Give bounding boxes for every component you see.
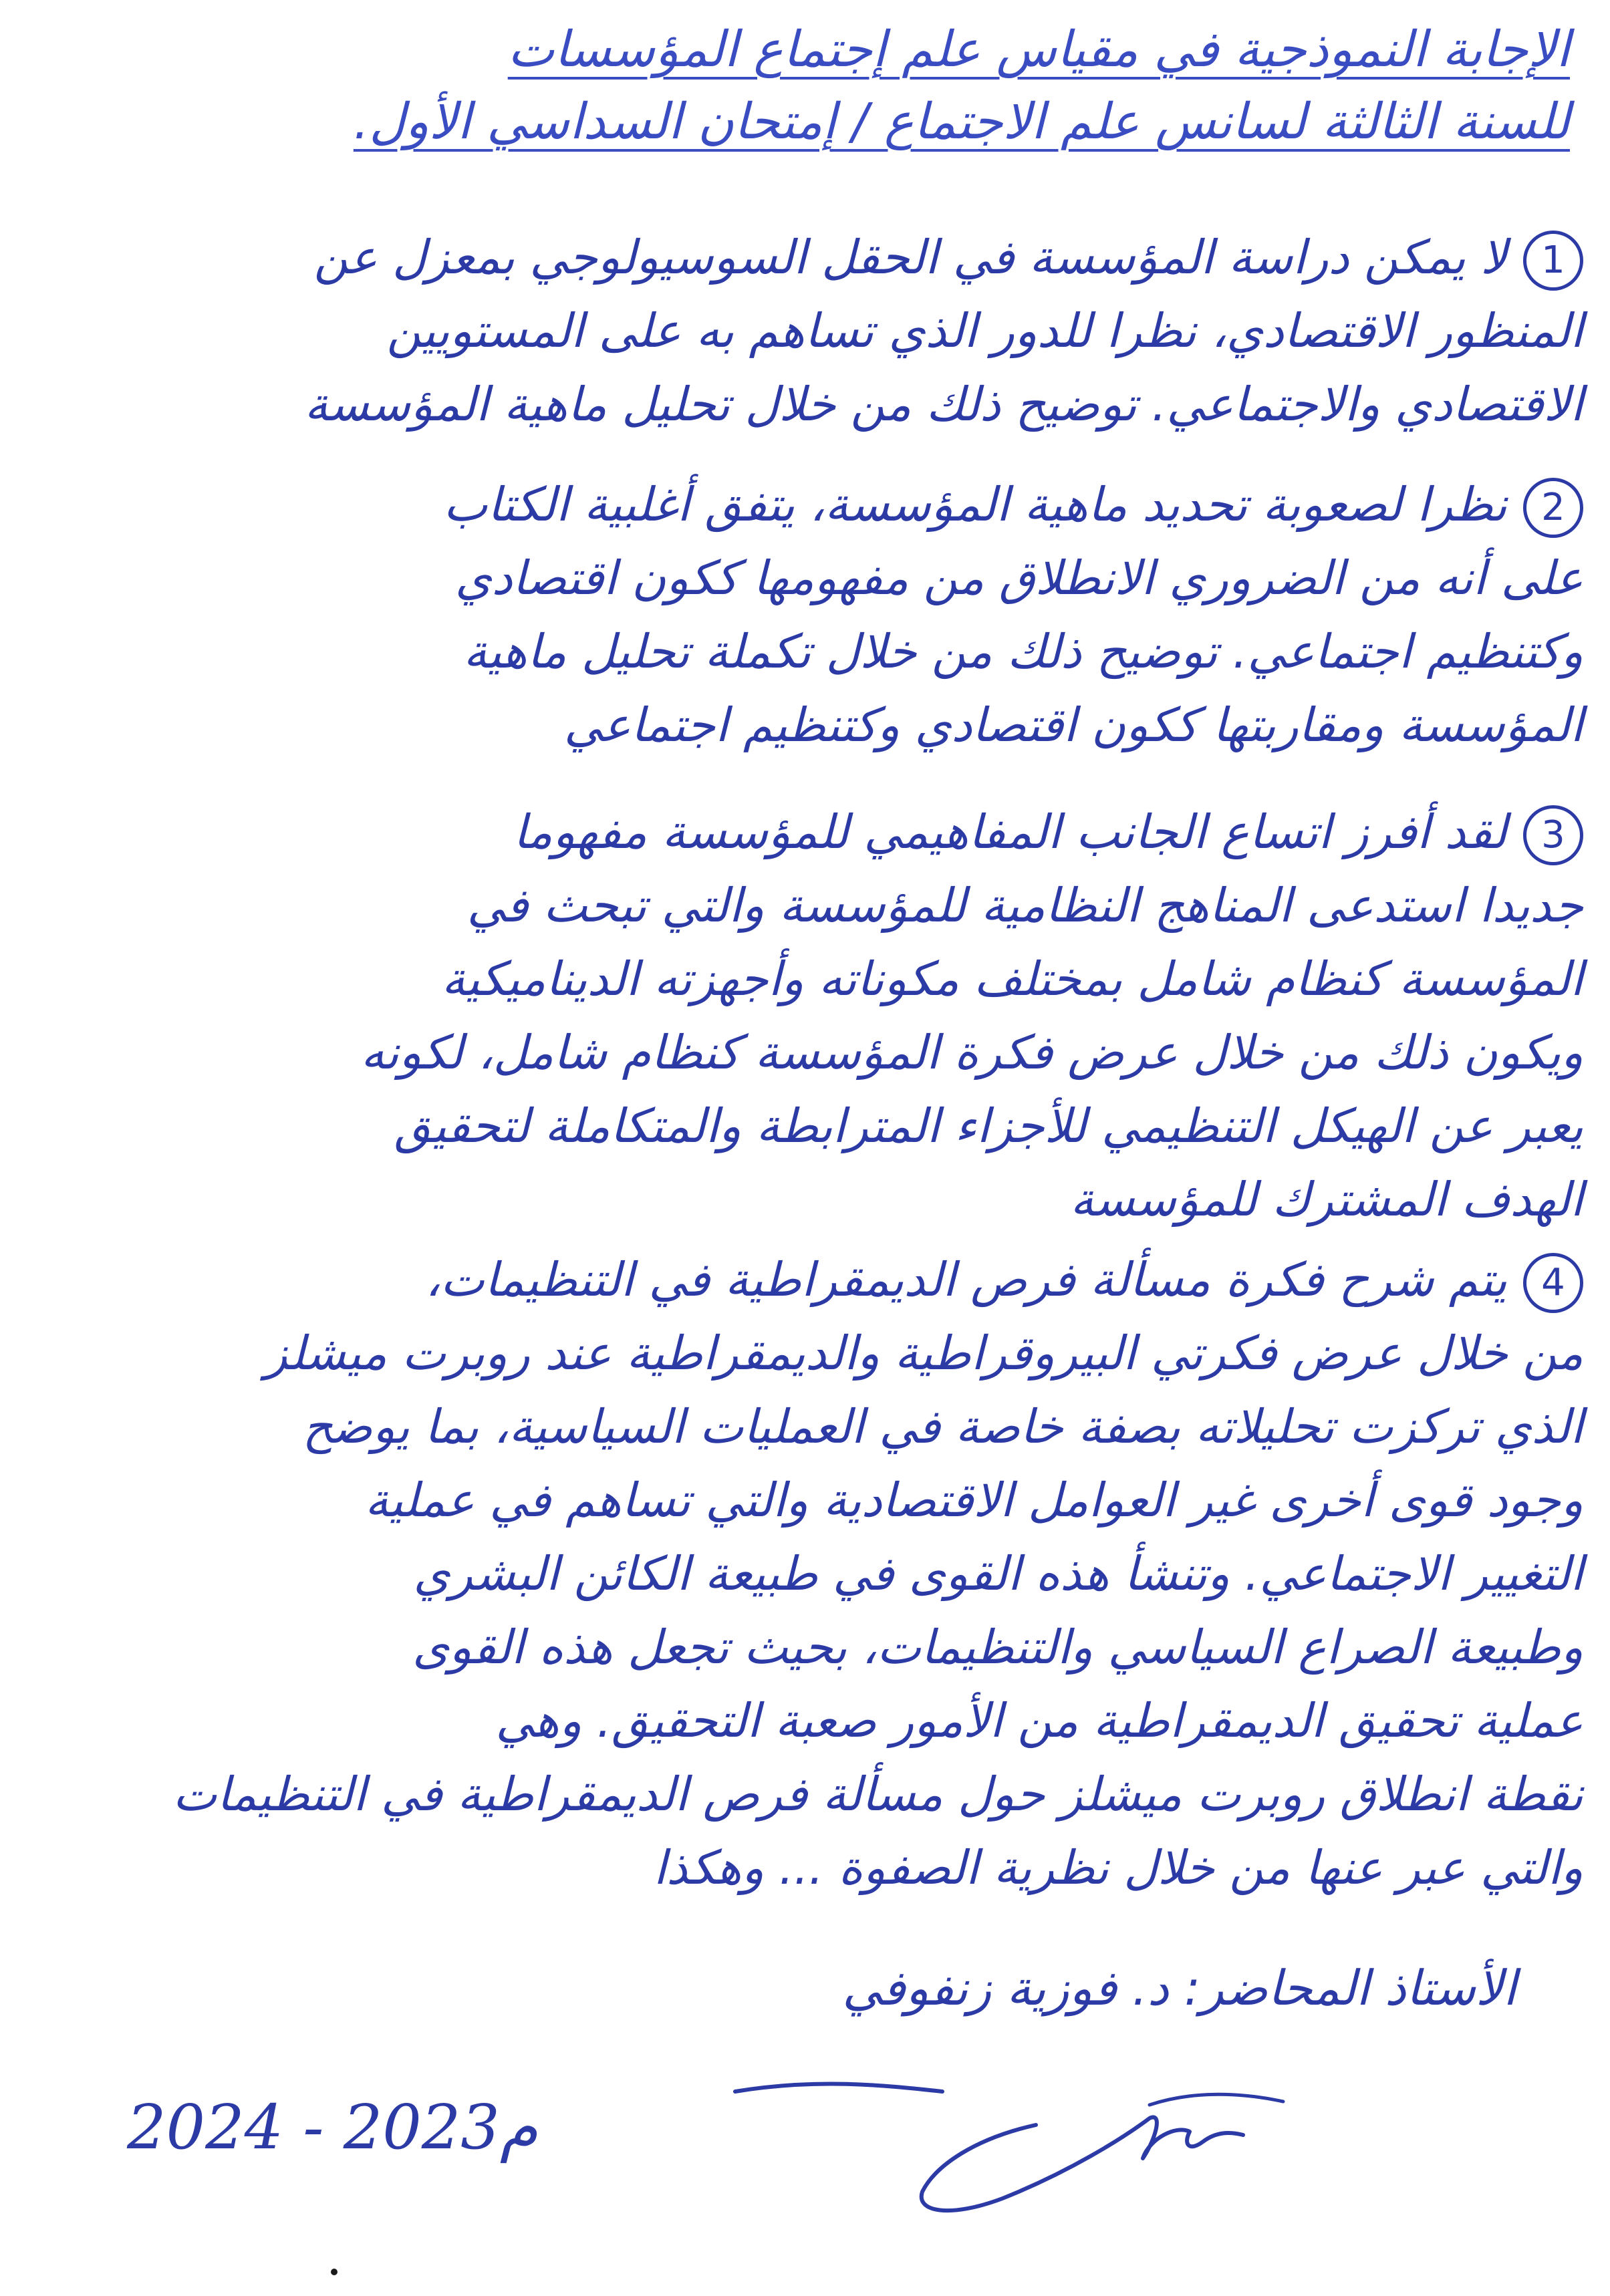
- academic-year: 2024 - 2023م: [127, 2092, 538, 2163]
- answer-1-line-2: المنظور الاقتصادي، نظرا للدور الذي تساهم به على المستويين: [386, 303, 1583, 358]
- answer-3-line-3: المؤسسة كنظام شامل بمختلف مكوناته وأجهزته الديناميكية: [441, 952, 1583, 1006]
- answer-block-3: [33, 795, 1583, 1236]
- professor-signature-block: [842, 1951, 1516, 2025]
- answer-1-line-1: [33, 221, 1583, 294]
- answer-3-line-2: جديدا استدعى المناهج النظامية للمؤسسة والتي تبحث في: [466, 878, 1583, 933]
- answer-4-line-3: الذي تركزت تحليلاته بصفة خاصة في العمليات السياسية، بما يوضح: [302, 1399, 1583, 1454]
- ink-dot-icon: [327, 2265, 341, 2279]
- answer-2-line-3: وكتنظيم اجتماعي. توضيح ذلك من خلال تكملة تحليل ماهية: [463, 624, 1583, 679]
- answer-4-line-8: نقطة انطلاق روبرت ميشلز حول مسألة فرص الديمقراطية في التنظيمات: [172, 1767, 1583, 1822]
- answer-block-2: [33, 468, 1583, 762]
- answer-4-line-6: وطبيعة الصراع السياسي والتنظيمات، بحيث تجعل هذه القوى: [412, 1620, 1583, 1675]
- answer-block-4: [33, 1243, 1583, 1904]
- answer-2-line-1: [33, 468, 1583, 541]
- answer-3-line-5: يعبر عن الهيكل التنظيمي للأجزاء المترابطة والمتكاملة لتحقيق: [394, 1099, 1583, 1153]
- answer-3-text-1: لقد أفرز اتساع الجانب المفاهيمي للمؤسسة مفهوما: [513, 805, 1507, 859]
- answer-4-line-9: والتي عبر عنها من خلال نظرية الصفوة ... وهكذا: [653, 1840, 1583, 1895]
- answer-2-text-1: نظرا لصعوبة تحديد ماهية المؤسسة، يتفق أغلبية الكتاب: [443, 477, 1507, 532]
- question-number-4: 4: [1523, 1253, 1583, 1313]
- header-title-line: [33, 13, 1570, 86]
- answer-3-line-4: ويكون ذلك من خلال عرض فكرة المؤسسة كنظام شامل، لكونه: [360, 1025, 1583, 1080]
- handwritten-signature-icon: [722, 2065, 1297, 2239]
- answer-1-text-1: لا يمكن دراسة المؤسسة في الحقل السوسيولوجي بمعزل عن: [313, 230, 1507, 285]
- header-subtitle-text: للسنة الثالثة لسانس علم الاجتماع / إمتحان السداسي الأول.: [353, 93, 1570, 150]
- question-number-2: 2: [1523, 478, 1583, 538]
- question-number-1: 1: [1523, 231, 1583, 291]
- answer-4-line-7: عملية تحقيق الديمقراطية من الأمور صعبة التحقيق. وهي: [495, 1693, 1583, 1748]
- answer-2-line-4: المؤسسة ومقاربتها ككون اقتصادي وكتنظيم اجتماعي: [563, 698, 1583, 752]
- document-header: [33, 13, 1570, 158]
- question-number-3: 3: [1523, 805, 1583, 865]
- answer-2-line-2: على أنه من الضروري الانطلاق من مفهومها ككون اقتصادي: [454, 551, 1583, 605]
- header-subtitle-line: [33, 86, 1570, 158]
- header-title-text: الإجابة النموذجية في مقياس علم إجتماع المؤسسات: [507, 21, 1570, 78]
- answer-4-line-1: [33, 1243, 1583, 1316]
- answer-4-line-4: وجود قوى أخرى غير العوامل الاقتصادية والتي تساهم في عملية: [364, 1473, 1583, 1528]
- answer-3-line-1: [33, 795, 1583, 869]
- answer-4-text-1: يتم شرح فكرة مسألة فرص الديمقراطية في التنظيمات،: [425, 1252, 1507, 1307]
- answer-3-line-6: الهدف المشترك للمؤسسة: [1070, 1172, 1583, 1227]
- answer-block-1: [33, 221, 1583, 441]
- answer-1-line-3: الاقتصادي والاجتماعي. توضيح ذلك من خلال تحليل ماهية المؤسسة: [304, 377, 1583, 432]
- answer-4-line-2: من خلال عرض فكرتي البيروقراطية والديمقراطية عند روبرت ميشلز: [265, 1326, 1583, 1381]
- professor-name-line: الأستاذ المحاضر: د. فوزية زنفوفي: [842, 1960, 1516, 2016]
- answer-4-line-5: التغيير الاجتماعي. وتنشأ هذه القوى في طبيعة الكائن البشري: [413, 1546, 1583, 1601]
